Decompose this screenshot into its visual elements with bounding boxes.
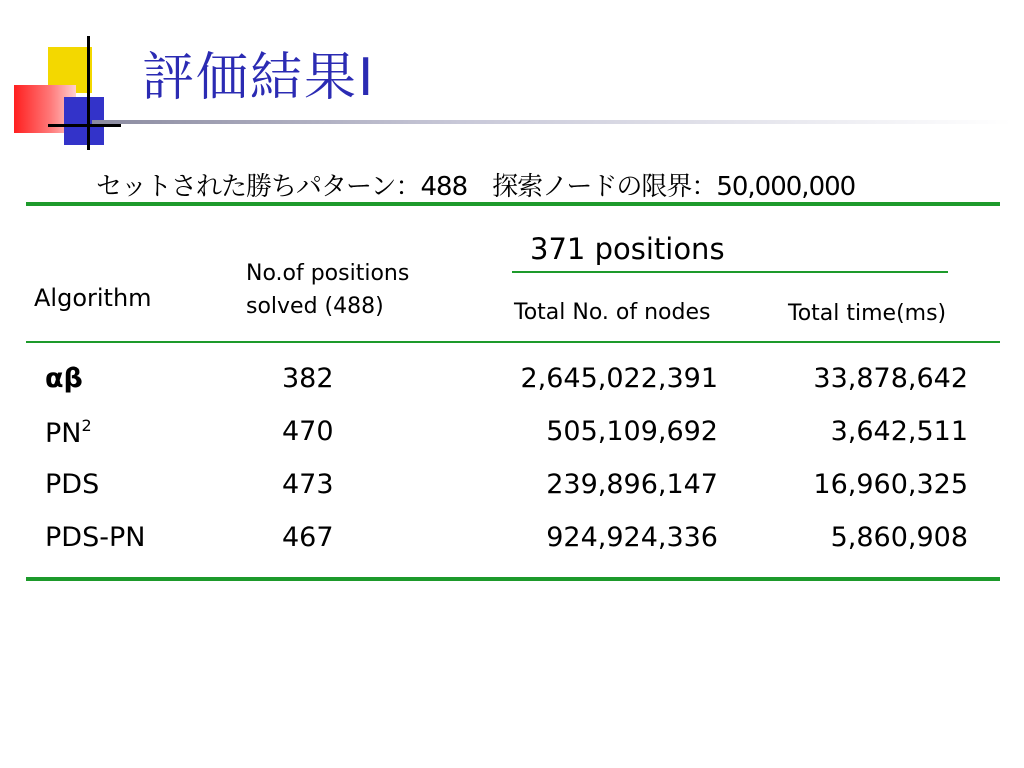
header-total-time: Total time(ms) <box>788 301 947 326</box>
table-bottom-rule <box>26 577 1000 581</box>
header-positions-solved-line2: solved (488) <box>246 294 384 319</box>
table-row-solved: 470 <box>282 416 334 447</box>
header-bottom-rule <box>26 341 1000 343</box>
table-row-algorithm: αβ <box>45 363 83 394</box>
title-underline <box>92 120 1012 124</box>
table-row-algorithm: PDS-PN <box>45 522 146 553</box>
algorithm-superscript: 2 <box>81 416 92 435</box>
header-algorithm: Algorithm <box>34 284 152 312</box>
table-row-time: 3,642,511 <box>830 416 968 447</box>
header-positions-solved <box>246 257 409 323</box>
header-positions-solved-line1: No.of positions <box>246 261 410 286</box>
table-row-solved: 382 <box>282 363 334 394</box>
subtitle: セットされた勝ちパターン：488 探索ノードの限界：50,000,000 <box>96 172 856 202</box>
table-row-nodes: 239,896,147 <box>546 469 718 500</box>
algorithm-name: PN <box>45 418 82 449</box>
table-row-time: 5,860,908 <box>830 522 968 553</box>
table-row-algorithm <box>45 416 92 449</box>
table-row-nodes: 505,109,692 <box>546 416 718 447</box>
table-row-nodes: 2,645,022,391 <box>520 363 718 394</box>
logo-vertical-line <box>87 36 90 150</box>
logo-horizontal-line <box>48 124 121 127</box>
table-row-time: 16,960,325 <box>813 469 968 500</box>
header-total-nodes: Total No. of nodes <box>514 300 711 325</box>
page-title: 評価結果Ⅰ <box>142 48 376 108</box>
group-header-rule <box>512 271 948 273</box>
table-row-solved: 467 <box>282 522 334 553</box>
table-row-algorithm: PDS <box>45 469 100 500</box>
table-row-nodes: 924,924,336 <box>546 522 718 553</box>
header-group-371-positions: 371 positions <box>530 232 725 266</box>
table-top-rule <box>26 202 1000 206</box>
table-row-time: 33,878,642 <box>813 363 968 394</box>
table-row-solved: 473 <box>282 469 334 500</box>
